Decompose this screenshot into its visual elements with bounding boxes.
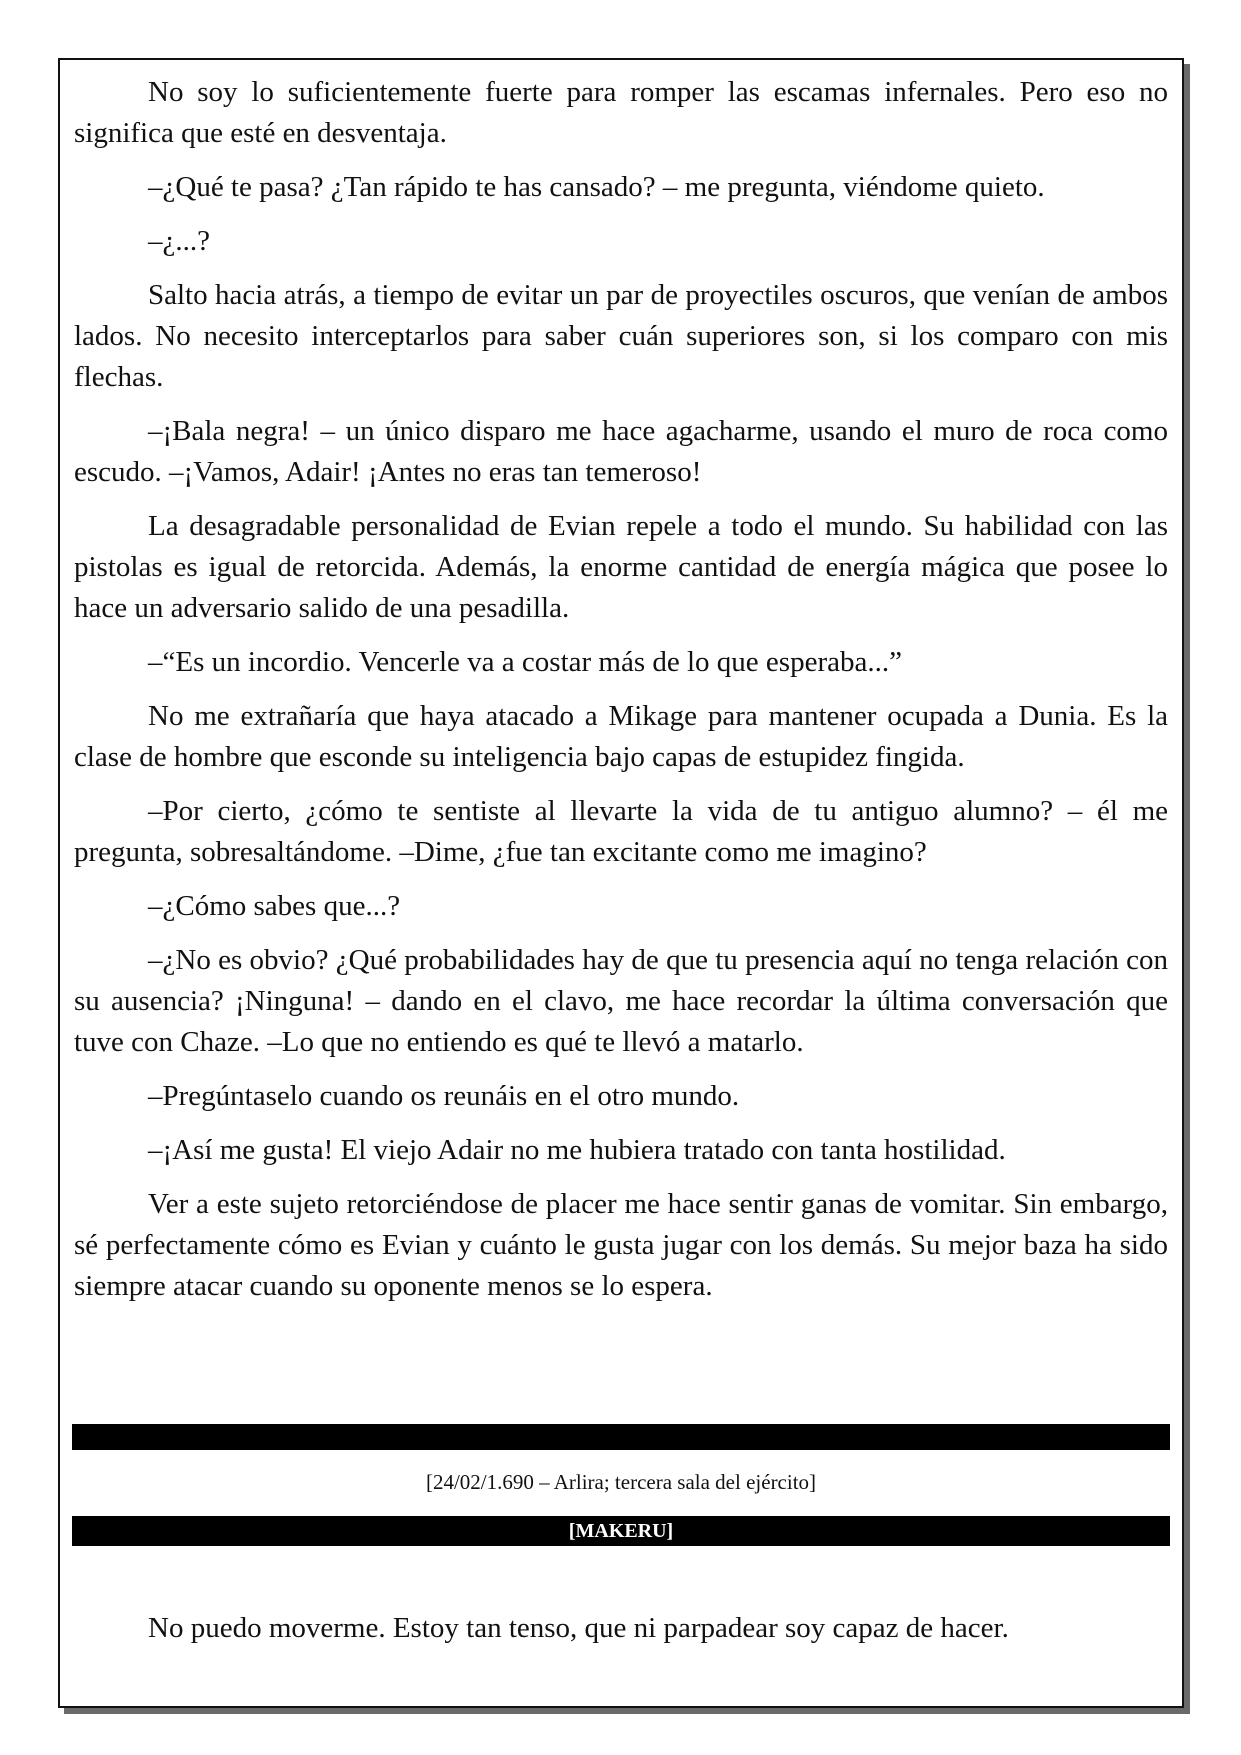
paragraph: –¡Bala negra! – un único disparo me hace agacharme, usando el muro de roca como escudo. –¡Vamos, Adair! ¡Antes no eras tan temeroso!: [74, 415, 1168, 488]
paragraph: Salto hacia atrás, a tiempo de evitar un par de proyectiles oscuros, que venían de ambos lados. No necesito interceptarlos para saber cuán superiores son, si los comparo con mis flechas.: [74, 279, 1168, 393]
paragraph: –¿Cómo sabes que...?: [148, 890, 401, 922]
paragraph: –¿No es obvio? ¿Qué probabilidades hay de que tu presencia aquí no tenga relación con su ausencia? ¡Ninguna! – dando en el clavo, me hace recordar la última conversación que tuve con Chaze. –Lo que no entiendo es qué te llevó a matarlo.: [74, 944, 1168, 1058]
paragraph: –¿Qué te pasa? ¿Tan rápido te has cansado? – me pregunta, viéndome quieto.: [148, 171, 1045, 203]
new-scene-text: [74, 1608, 1168, 1662]
paragraph: –¡Así me gusta! El viejo Adair no me hubiera tratado con tanta hostilidad.: [148, 1134, 1006, 1166]
scene-character-bar: [MAKERU]: [72, 1516, 1170, 1546]
paragraph: La desagradable personalidad de Evian repele a todo el mundo. Su habilidad con las pistolas es igual de retorcida. Además, la enorme cantidad de energía mágica que posee lo hace un adversario salido de una pesadilla.: [74, 510, 1168, 624]
paragraph: Ver a este sujeto retorciéndose de placer me hace sentir ganas de vomitar. Sin embargo, sé perfectamente cómo es Evian y cuánto le gusta jugar con los demás. Su mejor baza ha sido siempre atacar cuando su oponente menos se lo espera.: [74, 1188, 1168, 1302]
scene-divider-bar: [72, 1424, 1170, 1450]
paragraph: –¿...?: [148, 225, 210, 257]
paragraph: –“Es un incordio. Vencerle va a costar más de lo que esperaba...”: [148, 646, 902, 678]
paragraph: –Por cierto, ¿cómo te sentiste al llevarte la vida de tu antiguo alumno? – él me pregunta, sobresaltándome. –Dime, ¿fue tan excitante como me imagino?: [74, 795, 1168, 868]
paragraph: No puedo moverme. Estoy tan tenso, que ni parpadear soy capaz de hacer.: [148, 1612, 1009, 1644]
paragraph: –Pregúntaselo cuando os reunáis en el otro mundo.: [148, 1080, 740, 1112]
paragraph: No me extrañaría que haya atacado a Mikage para mantener ocupada a Dunia. Es la clase de hombre que esconde su inteligencia bajo capas de estupidez fingida.: [74, 700, 1168, 773]
paragraph: No soy lo suficientemente fuerte para romper las escamas infernales. Pero eso no significa que esté en desventaja.: [74, 76, 1168, 149]
scene-location: [24/02/1.690 – Arlira; tercera sala del ejército]: [425, 1470, 817, 1494]
main-text: [74, 72, 1168, 1320]
